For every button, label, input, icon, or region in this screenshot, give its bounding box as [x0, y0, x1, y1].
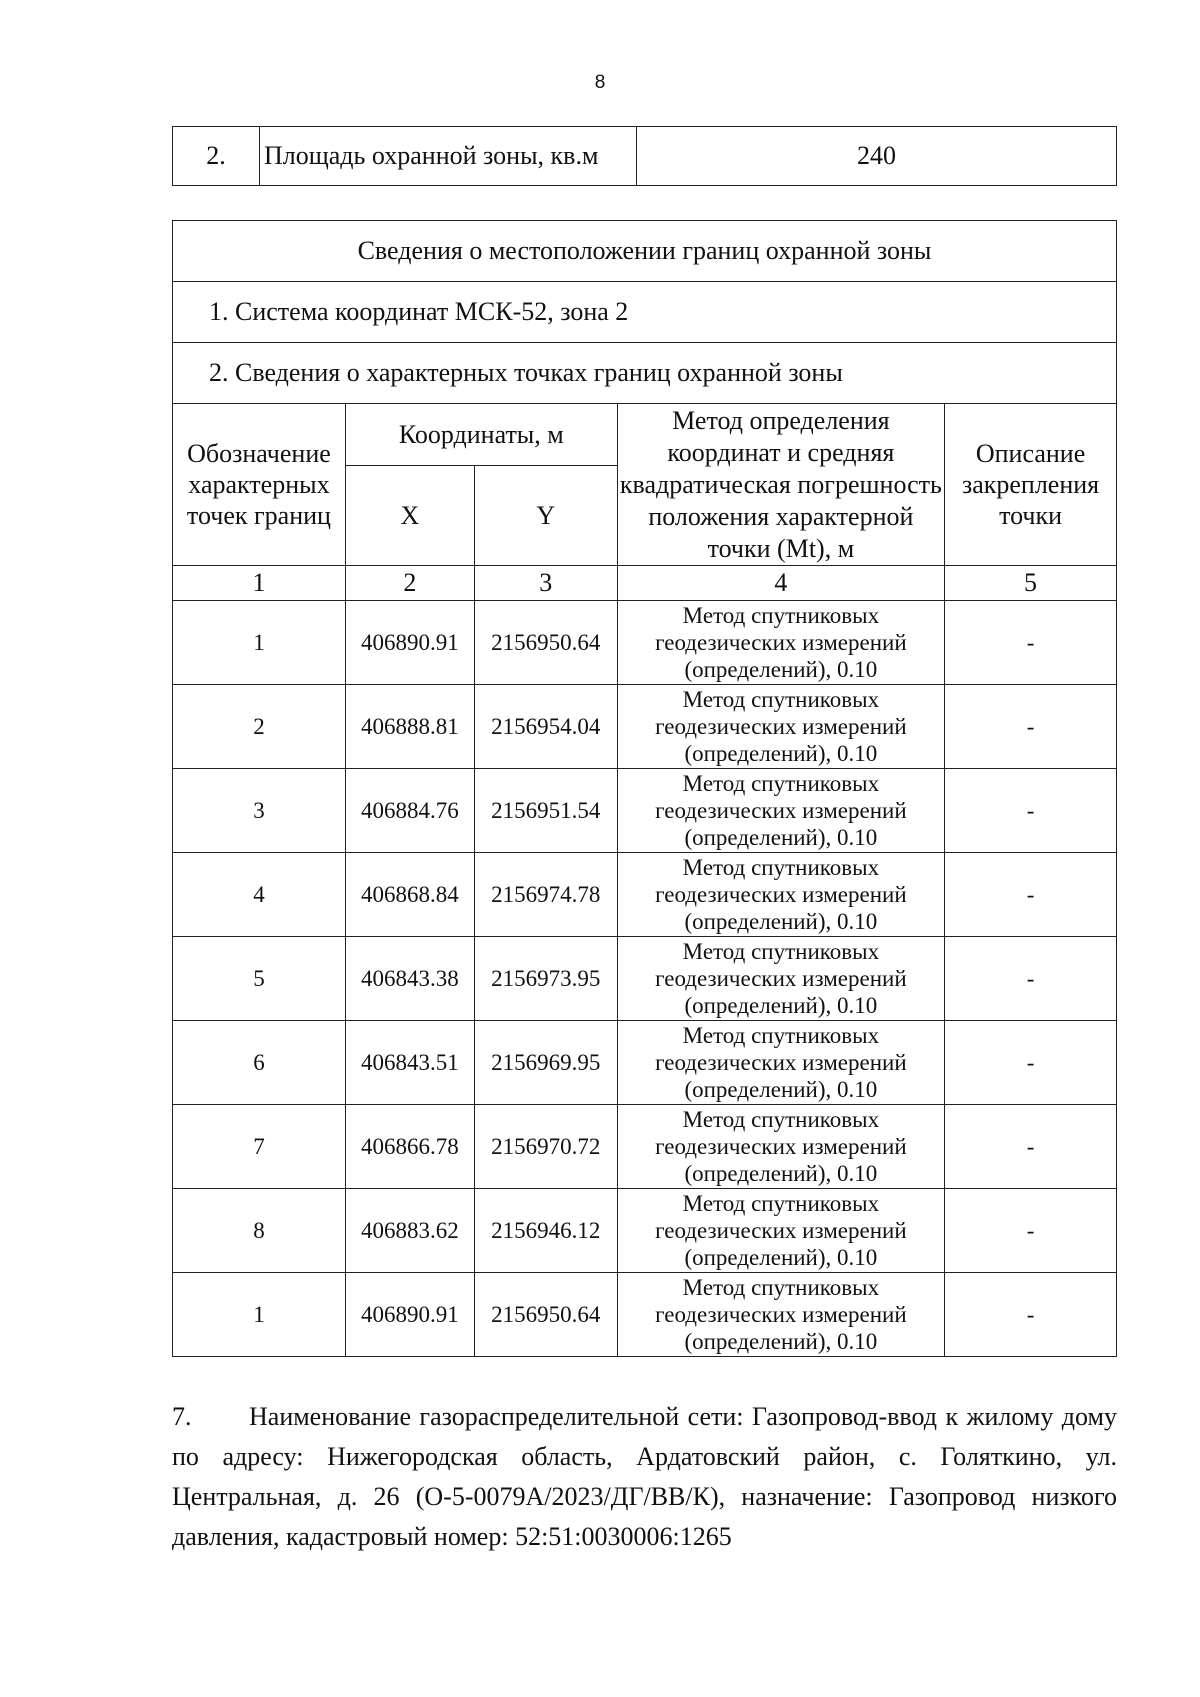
- description: -: [945, 1021, 1117, 1105]
- point-id: 2: [173, 685, 346, 769]
- header-coords: Координаты, м: [345, 404, 617, 466]
- point-id: 5: [173, 937, 346, 1021]
- coord-x: 406866.78: [345, 1105, 474, 1189]
- index-col-2: 2: [345, 566, 474, 601]
- method: Метод спутниковых геодезических измерений (определений), 0.10: [617, 769, 944, 853]
- coordinate-system: 1. Система координат МСК-52, зона 2: [173, 282, 1117, 343]
- coord-x: 406883.62: [345, 1189, 474, 1273]
- table-row: [173, 601, 1117, 685]
- point-id: 7: [173, 1105, 346, 1189]
- description: -: [945, 1273, 1117, 1357]
- table-row: [173, 1189, 1117, 1273]
- table-row: [173, 685, 1117, 769]
- coord-x: 406843.51: [345, 1021, 474, 1105]
- index-col-3: 3: [474, 566, 617, 601]
- header-designation: Обозначение характерных точек границ: [173, 404, 346, 566]
- point-id: 6: [173, 1021, 346, 1105]
- method: Метод спутниковых геодезических измерений (определений), 0.10: [617, 685, 944, 769]
- table-row: [173, 769, 1117, 853]
- description: -: [945, 601, 1117, 685]
- description: -: [945, 685, 1117, 769]
- coord-y: 2156969.95: [474, 1021, 617, 1105]
- description: -: [945, 1189, 1117, 1273]
- table-row: [173, 853, 1117, 937]
- coord-y: 2156973.95: [474, 937, 617, 1021]
- index-col-1: 1: [173, 566, 346, 601]
- coord-y: 2156951.54: [474, 769, 617, 853]
- page-number: 8: [594, 72, 606, 93]
- header-y: Y: [474, 466, 617, 566]
- coord-y: 2156946.12: [474, 1189, 617, 1273]
- table-row: [173, 1021, 1117, 1105]
- table-row: [173, 937, 1117, 1021]
- coord-y: 2156950.64: [474, 1273, 617, 1357]
- point-id: 3: [173, 769, 346, 853]
- method: Метод спутниковых геодезических измерений (определений), 0.10: [617, 1273, 944, 1357]
- area-value: 240: [637, 127, 1117, 186]
- description: -: [945, 853, 1117, 937]
- description: -: [945, 769, 1117, 853]
- paragraph-text: Наименование газораспределительной сети: Газопровод-ввод к жилому дому по адресу: Нижегородская область, Ардатовский район, с. Голяткино, ул. Центральная, д. 26 (О-5-0079А/2023/ДГ/ВВ/К), назначение: Газопровод низкого давления, кадастровый номер: 52:51:0030006:1265: [172, 1402, 1117, 1551]
- coord-x: 406890.91: [345, 601, 474, 685]
- points-title: 2. Сведения о характерных точках границ охранной зоны: [173, 343, 1117, 404]
- coord-y: 2156970.72: [474, 1105, 617, 1189]
- table-row: [173, 1273, 1117, 1357]
- method: Метод спутниковых геодезических измерений (определений), 0.10: [617, 1021, 944, 1105]
- table-row: [173, 1105, 1117, 1189]
- coord-x: 406884.76: [345, 769, 474, 853]
- header-description: Описание закрепления точки: [945, 404, 1117, 566]
- point-id: 4: [173, 853, 346, 937]
- method: Метод спутниковых геодезических измерений (определений), 0.10: [617, 853, 944, 937]
- coord-x: 406868.84: [345, 853, 474, 937]
- coord-y: 2156954.04: [474, 685, 617, 769]
- index-col-5: 5: [945, 566, 1117, 601]
- network-paragraph: [172, 1397, 1117, 1557]
- point-id: 1: [173, 1273, 346, 1357]
- description: -: [945, 1105, 1117, 1189]
- method: Метод спутниковых геодезических измерений (определений), 0.10: [617, 601, 944, 685]
- header-x: X: [345, 466, 474, 566]
- point-id: 8: [173, 1189, 346, 1273]
- coord-x: 406890.91: [345, 1273, 474, 1357]
- coord-x: 406888.81: [345, 685, 474, 769]
- method: Метод спутниковых геодезических измерений (определений), 0.10: [617, 1105, 944, 1189]
- method: Метод спутниковых геодезических измерений (определений), 0.10: [617, 1189, 944, 1273]
- area-num: 2.: [173, 127, 260, 186]
- coord-y: 2156974.78: [474, 853, 617, 937]
- area-table: [172, 126, 1117, 186]
- index-col-4: 4: [617, 566, 944, 601]
- description: -: [945, 937, 1117, 1021]
- boundary-table-title: Сведения о местоположении границ охранной зоны: [173, 221, 1117, 282]
- coord-x: 406843.38: [345, 937, 474, 1021]
- paragraph-number: 7.: [172, 1402, 192, 1431]
- coord-y: 2156950.64: [474, 601, 617, 685]
- area-label: Площадь охранной зоны, кв.м: [260, 127, 637, 186]
- method: Метод спутниковых геодезических измерений (определений), 0.10: [617, 937, 944, 1021]
- point-id: 1: [173, 601, 346, 685]
- header-method: Метод определения координат и средняя квадратическая погрешность положения характерной точки (Mt), м: [617, 404, 944, 566]
- boundary-table: [172, 220, 1117, 1357]
